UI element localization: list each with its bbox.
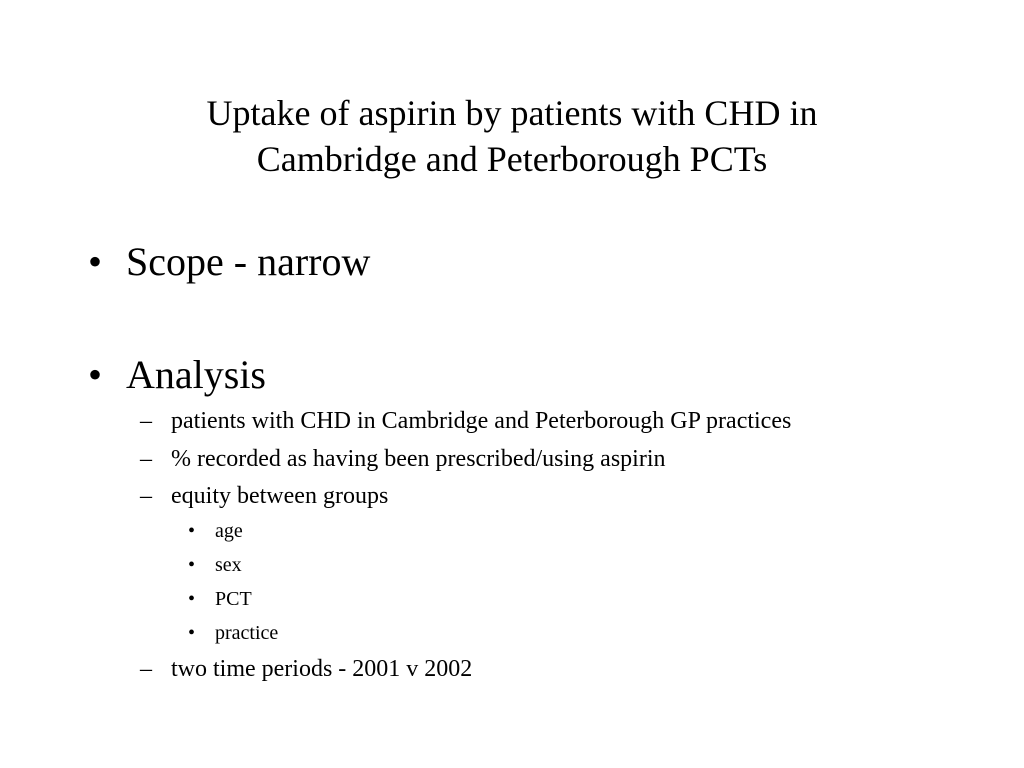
bullet-marker: • — [188, 554, 196, 576]
slide-title — [0, 90, 1024, 182]
title-line-1: Uptake of aspirin by patients with CHD in — [206, 93, 818, 133]
bullet-marker: • — [88, 239, 103, 284]
dash-marker: – — [140, 656, 152, 682]
sub-sub-bullet-text: practice — [215, 622, 279, 644]
bullet-marker: • — [88, 352, 103, 397]
sub-bullet-text: two time periods - 2001 v 2002 — [171, 656, 473, 682]
sub-sub-bullet-text: sex — [215, 554, 242, 576]
bullet-marker: • — [188, 588, 196, 610]
title-line-2: Cambridge and Peterborough PCTs — [256, 139, 768, 179]
sub-bullet-text: % recorded as having been prescribed/using aspirin — [171, 446, 666, 472]
bullet-marker: • — [188, 520, 196, 542]
sub-sub-bullet-text: PCT — [215, 588, 252, 610]
dash-marker: – — [140, 446, 152, 472]
bullet-text: Analysis — [126, 352, 266, 397]
sub-bullet-text: equity between groups — [171, 483, 389, 509]
dash-marker: – — [140, 408, 152, 434]
bullet-marker: • — [188, 622, 196, 644]
dash-marker: – — [140, 483, 152, 509]
sub-bullet-text: patients with CHD in Cambridge and Peterborough GP practices — [171, 408, 792, 434]
bullet-text: Scope - narrow — [126, 239, 371, 284]
sub-sub-bullet-text: age — [215, 520, 243, 542]
